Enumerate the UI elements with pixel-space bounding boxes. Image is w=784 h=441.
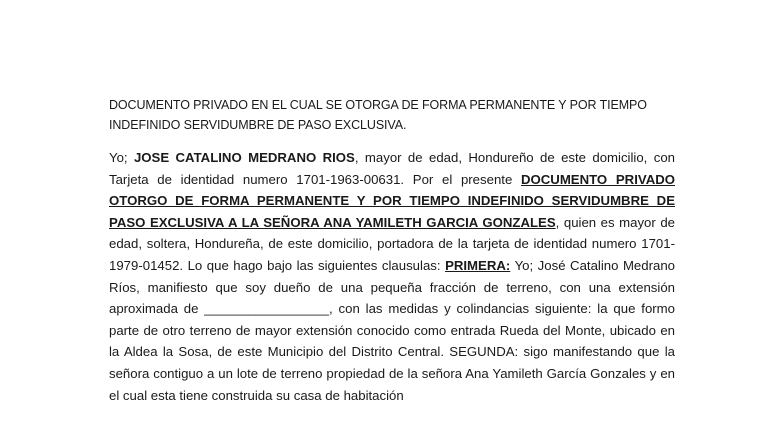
body-text-1: , mayor de edad, Hondureño de este domicilio, con Tarjeta de identidad numero 1701-1963-00631. Por el presente (109, 150, 675, 187)
intro-text: Yo; (109, 150, 134, 165)
grantor-name: JOSE CATALINO MEDRANO RIOS (133, 150, 355, 165)
body-text-3: Yo; José Catalino Medrano Ríos, manifiesto que soy dueño de una pequeña fracción de terreno, con una extensión aproximada de _________________, con las medidas y colindancias siguiente: la que formo parte de otro terreno de mayor extensión conocido como entrada Rueda del Monte, ubicado en la Aldea la Sosa, de este Municipio del Distrito Central. SEGUNDA: sigo manifestando que la señora contiguo a un lote de terreno propiedad de la señora Ana Yamileth García Gonzales y en el cual esta tiene construida su casa de habitación (109, 257, 675, 403)
document-title: DOCUMENTO PRIVADO EN EL CUAL SE OTORGA DE FORMA PERMANENTE Y POR TIEMPO INDEFINIDO SERVIDUMBRE DE PASO EXCLUSIVA. (109, 98, 647, 132)
body-text-2: , quien es mayor de edad, soltera, Hondureña, de este domicilio, portadora de la tarjeta de identidad numero 1701-1979-01452. Lo que hago bajo las siguientes clausulas: (109, 214, 675, 273)
document-body (109, 147, 675, 406)
grant-clause: DOCUMENTO PRIVADO OTORGO DE FORMA PERMANENTE Y POR TIEMPO INDEFINIDO SERVIDUMBRE DE PASO EXCLUSIVA A LA SEÑORA ANA YAMILETH GARCIA GONZALES (109, 171, 675, 230)
clause-primera-label: PRIMERA: (445, 257, 511, 273)
